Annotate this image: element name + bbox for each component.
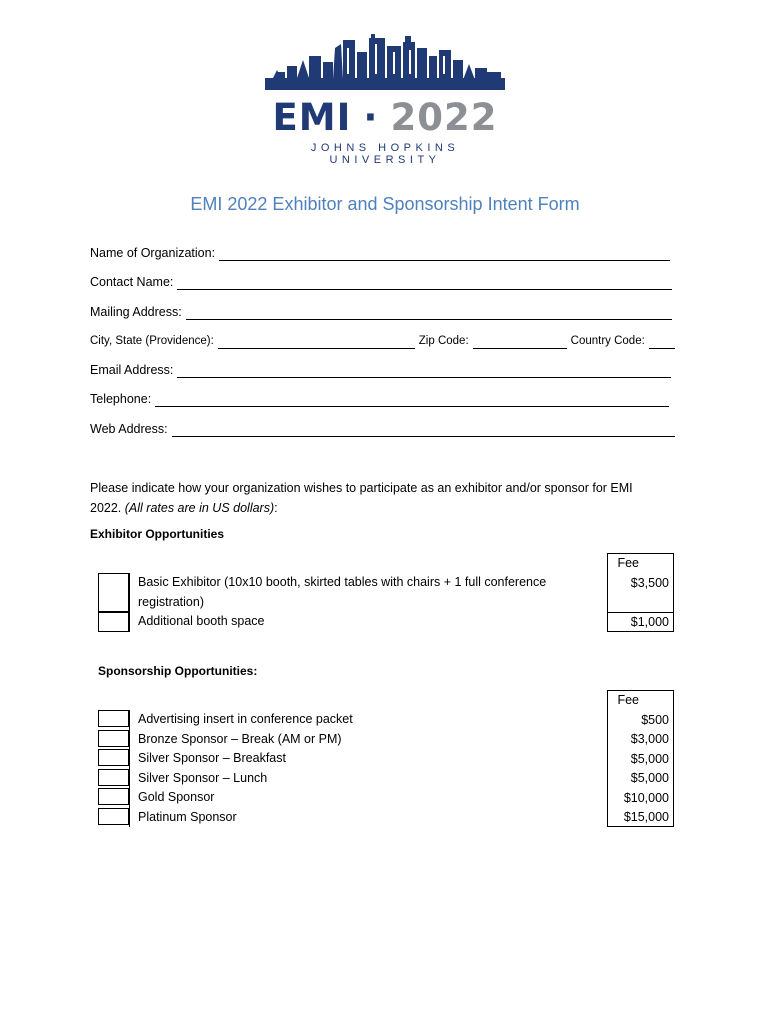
zip-label: Zip Code: — [418, 335, 469, 347]
exhibitor-item-label: Basic Exhibitor (10x10 booth, skirted tables with chairs + 1 full conference registration) — [138, 575, 547, 609]
sponsor-item-label: Advertising insert in conference packet — [138, 712, 353, 726]
sponsor-gold-checkbox[interactable] — [98, 788, 129, 805]
country-input-line[interactable] — [649, 336, 675, 349]
exhibitor-fee: $1,000 — [630, 614, 669, 629]
email-label: Email Address: — [90, 363, 174, 377]
mailing-input-line[interactable] — [186, 307, 672, 320]
logo-title — [263, 98, 507, 138]
city-label: City, State (Providence): — [90, 335, 214, 347]
logo-year: 2022 — [390, 96, 498, 139]
sponsor-silver-breakfast-checkbox[interactable] — [98, 749, 129, 766]
city-skyline-icon — [263, 34, 507, 94]
city-input-line[interactable] — [218, 336, 415, 349]
exhibitor-heading: Exhibitor Opportunities — [90, 527, 224, 541]
exhibitor-additional-checkbox[interactable] — [98, 612, 129, 632]
exhibitor-basic-checkbox[interactable] — [98, 573, 129, 612]
sponsor-item-label: Platinum Sponsor — [138, 809, 237, 824]
contact-label: Contact Name: — [90, 275, 174, 289]
zip-input-line[interactable] — [473, 336, 567, 349]
web-field[interactable] — [90, 421, 675, 437]
city-state-field[interactable] — [90, 333, 675, 349]
organization-label: Name of Organization: — [90, 246, 216, 260]
sponsor-fee: $500 — [641, 712, 669, 727]
sponsor-item-label: Silver Sponsor – Lunch — [138, 770, 268, 785]
sponsor-item-label: Bronze Sponsor – Break (AM or PM) — [138, 731, 342, 746]
logo-dot: · — [363, 96, 379, 139]
organization-field[interactable] — [90, 245, 670, 261]
telephone-field[interactable] — [90, 391, 669, 407]
sponsor-bronze-checkbox[interactable] — [98, 730, 129, 747]
telephone-input-line[interactable] — [155, 394, 669, 407]
contact-input-line[interactable] — [177, 277, 672, 290]
exhibitor-descriptions — [129, 573, 570, 632]
mailing-field[interactable] — [90, 304, 672, 320]
exhibitor-fee-column — [607, 553, 674, 632]
sponsor-item-label: Gold Sponsor — [138, 790, 215, 804]
form-title: EMI 2022 Exhibitor and Sponsorship Intent Form — [190, 194, 580, 214]
intro-note: (All rates are in US dollars) — [124, 501, 275, 515]
sponsor-platinum-checkbox[interactable] — [98, 808, 129, 825]
email-input-line[interactable] — [177, 365, 671, 378]
sponsorship-heading: Sponsorship Opportunities: — [98, 664, 258, 678]
country-label: Country Code: — [570, 335, 645, 347]
intro-colon: : — [274, 501, 278, 515]
mailing-label: Mailing Address: — [90, 305, 182, 319]
emi-2022-logo — [263, 34, 507, 166]
web-label: Web Address: — [90, 422, 168, 436]
logo-emi: EMI — [272, 96, 352, 139]
exhibitor-fee-header: Fee — [617, 556, 639, 570]
sponsorship-descriptions — [129, 710, 570, 827]
contact-field[interactable] — [90, 274, 672, 290]
email-field[interactable] — [90, 362, 671, 378]
sponsor-fee: $10,000 — [623, 790, 669, 805]
exhibitor-fee: $3,500 — [608, 574, 673, 613]
exhibitor-item-label: Additional booth space — [138, 614, 265, 628]
intro-paragraph — [90, 478, 660, 518]
intro-text: Please indicate how your organization wishes to participate as an exhibitor and/or sponsor for EMI 2022. — [90, 481, 633, 515]
sponsor-fee: $15,000 — [623, 810, 669, 824]
organization-input-line[interactable] — [219, 248, 670, 261]
logo-subtitle: JOHNS HOPKINS UNIVERSITY — [310, 142, 460, 166]
sponsor-fee: $3,000 — [630, 732, 669, 746]
sponsor-silver-lunch-checkbox[interactable] — [98, 769, 129, 786]
sponsor-advertising-checkbox[interactable] — [98, 710, 129, 727]
sponsorship-fee-header: Fee — [617, 693, 639, 707]
web-input-line[interactable] — [172, 424, 675, 437]
sponsorship-fee-column — [607, 690, 674, 827]
sponsor-fee: $5,000 — [630, 771, 669, 785]
sponsor-item-label: Silver Sponsor – Breakfast — [138, 751, 286, 765]
sponsor-fee: $5,000 — [630, 751, 669, 766]
telephone-label: Telephone: — [90, 392, 152, 406]
